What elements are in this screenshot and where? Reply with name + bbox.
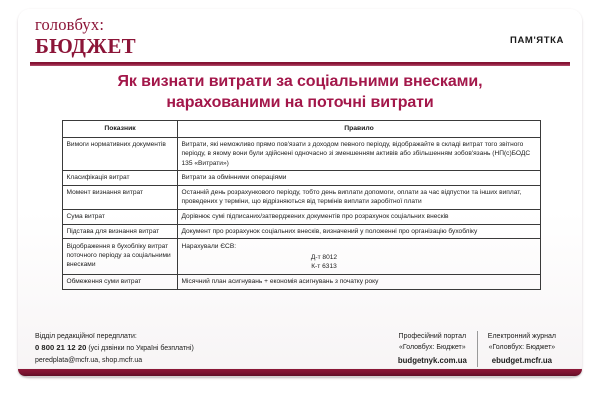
brand-logo (35, 17, 136, 57)
footer-ejournal-line-1: Електронний журнал (487, 333, 556, 340)
accounting-entry-debit: Д-т 8012 (310, 253, 338, 261)
footer-ejournal-line-2: «Головбух: Бюджет» (488, 344, 556, 352)
card-bottom-accent-bar (18, 369, 582, 376)
page-title (52, 71, 548, 114)
document-kind-label: ПАМ'ЯТКА (510, 35, 564, 46)
cell-rule: Дорівнює сумі підписаних/затверджених документів про розрахунок соціальних внесків (178, 209, 541, 224)
cell-indicator: Підстава для визнання витрат (63, 224, 178, 239)
card-header (18, 9, 582, 61)
cell-indicator: Момент визнання витрат (63, 185, 178, 209)
cell-indicator: Відображення в бухобліку витрат поточного періоду за соціальними внесками (63, 239, 178, 274)
cell-indicator: Сума витрат (63, 209, 178, 224)
table-row (63, 209, 541, 224)
table-row (63, 185, 541, 209)
footer-portal-line-2: «Головбух: Бюджет» (399, 344, 466, 352)
table-header-row (63, 121, 541, 138)
table-row (63, 171, 541, 186)
footer-portal-line-1: Професійний портал (398, 333, 467, 340)
accounting-entry-credit: К-т 6313 (311, 263, 337, 271)
footer-subscription-label: Відділ редакційної передплати: (35, 333, 137, 340)
brand-logo-top: головбух: (35, 15, 105, 34)
footer-links-block (388, 331, 566, 367)
footer-portal-url[interactable]: budgetnyk.com.ua (397, 355, 467, 365)
cell-indicator: Вимоги нормативних документів (63, 137, 178, 170)
footer-subscription-block (35, 331, 194, 366)
page-title-line-1: Як визнати витрати за соціальними внесками, (117, 73, 483, 90)
header-divider (30, 62, 570, 66)
brand-logo-bottom: БЮДЖЕТ (35, 33, 136, 58)
cell-rule-accounting-entry (178, 239, 541, 274)
memo-card (18, 9, 582, 377)
cell-rule: Витрати за обмінними операціями (178, 171, 541, 186)
cell-indicator: Класифікація витрат (63, 171, 178, 186)
footer-phone-line (35, 342, 194, 354)
memo-table-wrapper (62, 120, 540, 290)
column-header-rule: Правило (178, 121, 541, 138)
cell-rule: Витрати, які неможливо прямо пов'язати з доходом певного періоду, відображайте в складі витрат того звітного періоду, в якому вони були здійснені одночасно зі зменшенням активів або збільшенням зобов'язань (НП(с)БОДС 135 «Витрати») (178, 137, 541, 170)
table-row (63, 137, 541, 170)
accounting-entry-lead: Нарахували ЄСВ: (181, 242, 237, 250)
cell-rule: Документ про розрахунок соціальних внесків, визначений у положенні про організацію бухобліку (178, 224, 541, 239)
table-row (63, 274, 541, 289)
accounting-entry-lines (182, 253, 537, 272)
cell-rule: Останній день розрахункового періоду, тобто день виплати допомоги, оплати за час відпустки та інших виплат, проведених у терміни, що відрізняються від термінів виплати заробітної плати (178, 185, 541, 209)
footer-phone-number: 0 800 21 12 20 (35, 343, 87, 353)
footer-contacts[interactable]: peredplata@mcfr.ua, shop.mcfr.ua (35, 356, 143, 364)
cell-rule: Місячний план асигнувань + економія асигнувань з початку року (178, 274, 541, 289)
page-title-line-2: нарахованими на поточні витрати (166, 94, 434, 112)
column-header-indicator: Показник (63, 121, 178, 138)
footer-phone-note: (усі дзвінки по Україні безплатні) (88, 345, 194, 353)
memo-table (62, 120, 541, 290)
table-row (63, 239, 541, 274)
footer-ejournal-url[interactable]: ebudget.mcfr.ua (491, 355, 553, 365)
table-row (63, 224, 541, 239)
footer-portal-column (388, 331, 477, 367)
footer-ejournal-column (477, 331, 566, 367)
cell-indicator: Обмеження суми витрат (63, 274, 178, 289)
accounting-entry-block (182, 242, 537, 272)
